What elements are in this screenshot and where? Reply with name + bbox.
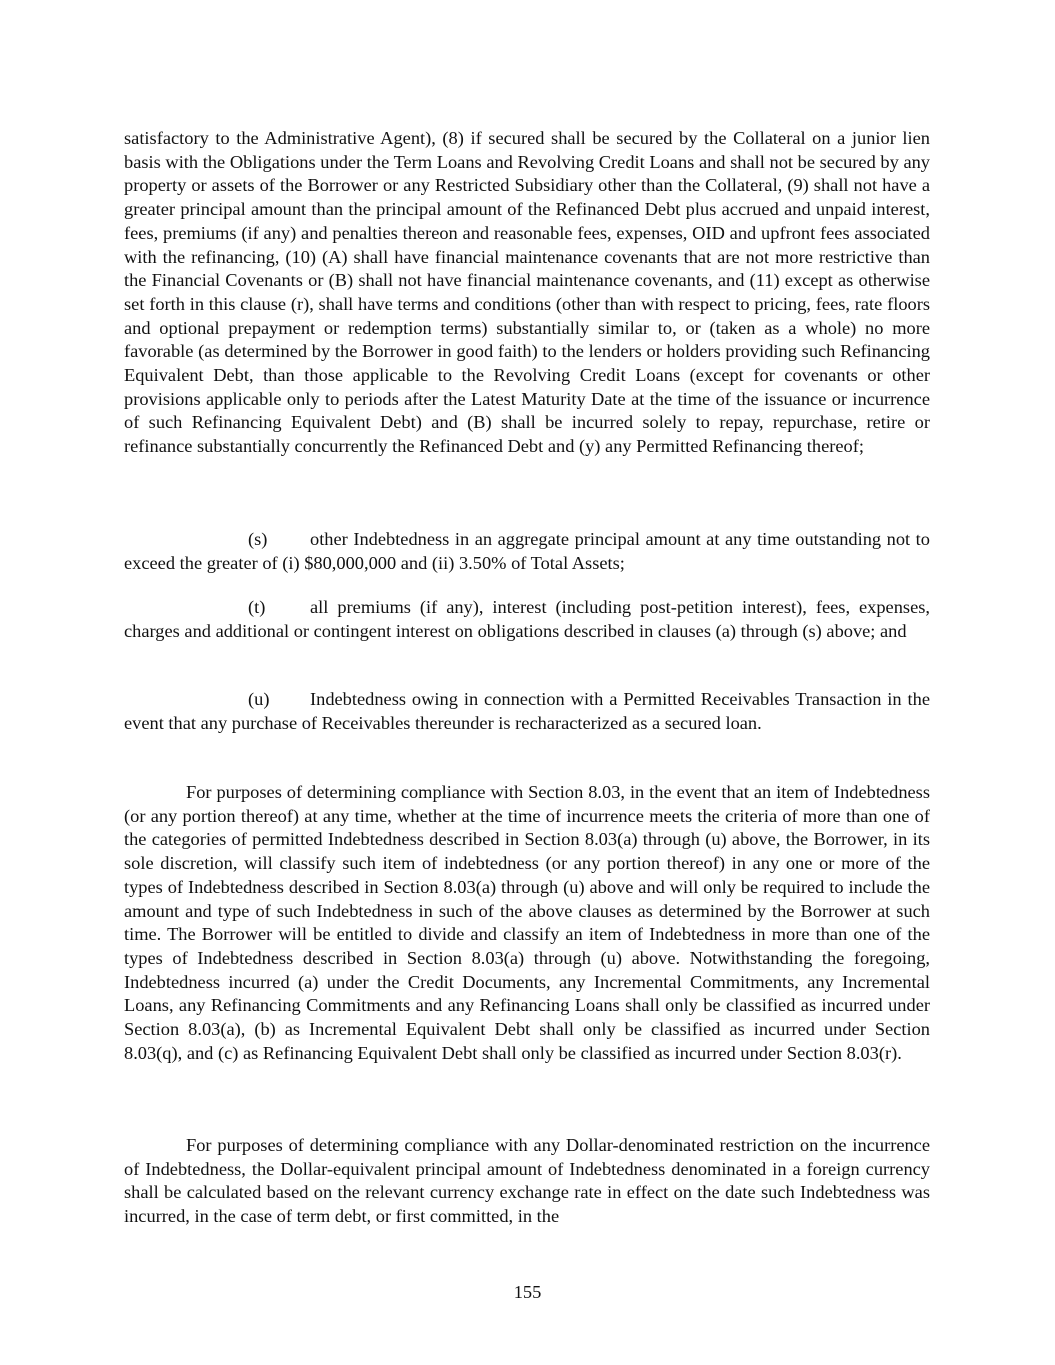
clause-u-text: Indebtedness owing in connection with a Permitted Receivables Transaction in the event that any purchase of Receivables thereunder is recharacterized as a secured loan.	[124, 689, 930, 733]
clause-t-text: all premiums (if any), interest (including post-petition interest), fees, expenses, charges and additional or contingent interest on obligations described in clauses (a) through (s) above; and	[124, 597, 930, 641]
clause-u-label: (u)	[248, 689, 270, 709]
clause-s-label: (s)	[248, 529, 268, 549]
clause-s	[124, 528, 930, 575]
paragraph-refinancing-terms: satisfactory to the Administrative Agent), (8) if secured shall be secured by the Collateral on a junior lien basis with the Obligations under the Term Loans and Revolving Credit Loans and shall not be secured by any property or assets of the Borrower or any Restricted Subsidiary other than the Collateral, (9) shall not have a greater principal amount than the principal amount of the Refinanced Debt plus accrued and unpaid interest, fees, premiums (if any) and penalties thereon and reasonable fees, expenses, OID and upfront fees associated with the refinancing, (10) (A) shall have financial maintenance covenants that are not more restrictive than the Financial Covenants or (B) shall not have financial maintenance covenants, and (11) except as otherwise set forth in this clause (r), shall have terms and conditions (other than with respect to pricing, fees, rate floors and optional prepayment or redemption terms) substantially similar to, or (taken as a whole) no more favorable (as determined by the Borrower in good faith) to the lenders or holders providing such Refinancing Equivalent Debt, than those applicable to the Revolving Credit Loans (except for covenants or other provisions applicable only to periods after the Latest Maturity Date at the time of the issuance or incurrence of such Refinancing Equivalent Debt) and (B) shall be incurred solely to repay, repurchase, retire or refinance substantially concurrently the Refinanced Debt and (y) any Permitted Refinancing thereof;	[124, 128, 930, 457]
clause-t-label: (t)	[248, 597, 266, 617]
paragraph-dollar-equivalent: For purposes of determining compliance with any Dollar-denominated restriction on the incurrence of Indebtedness, the Dollar-equivalent principal amount of Indebtedness denominated in a foreign currency shall be calculated based on the relevant currency exchange rate in effect on the date such Indebtedness was incurred, in the case of term debt, or first committed, in the	[124, 1135, 930, 1227]
clause-s-text: other Indebtedness in an aggregate principal amount at any time outstanding not to exceed the greater of (i) $80,000,000 and (ii) 3.50% of Total Assets;	[124, 529, 930, 573]
clause-t	[124, 596, 930, 643]
clause-u	[124, 688, 930, 735]
paragraph-classification-compliance: For purposes of determining compliance with Section 8.03, in the event that an item of Indebtedness (or any portion thereof) at any time, whether at the time of incurrence meets the criteria of more than one of the categories of permitted Indebtedness described in Section 8.03(a) through (u) above, the Borrower, in its sole discretion, will classify such item of indebtedness (or any portion thereof) in any one or more of the types of Indebtedness described in Section 8.03(a) through (u) above and will only be required to include the amount and type of such Indebtedness in such of the above clauses as determined by the Borrower at such time. The Borrower will be entitled to divide and classify an item of Indebtedness in more than one of the types of Indebtedness described in Section 8.03(a) through (u) above. Notwithstanding the foregoing, Indebtedness incurred (a) under the Credit Documents, any Incremental Commitments, any Incremental Loans, any Refinancing Commitments and any Refinancing Loans shall only be classified as incurred under Section 8.03(a), (b) as Incremental Equivalent Debt shall only be classified as incurred under Section 8.03(q), and (c) as Refinancing Equivalent Debt shall only be classified as incurred under Section 8.03(r).	[124, 782, 930, 1063]
page-number: 155	[513, 1282, 542, 1302]
